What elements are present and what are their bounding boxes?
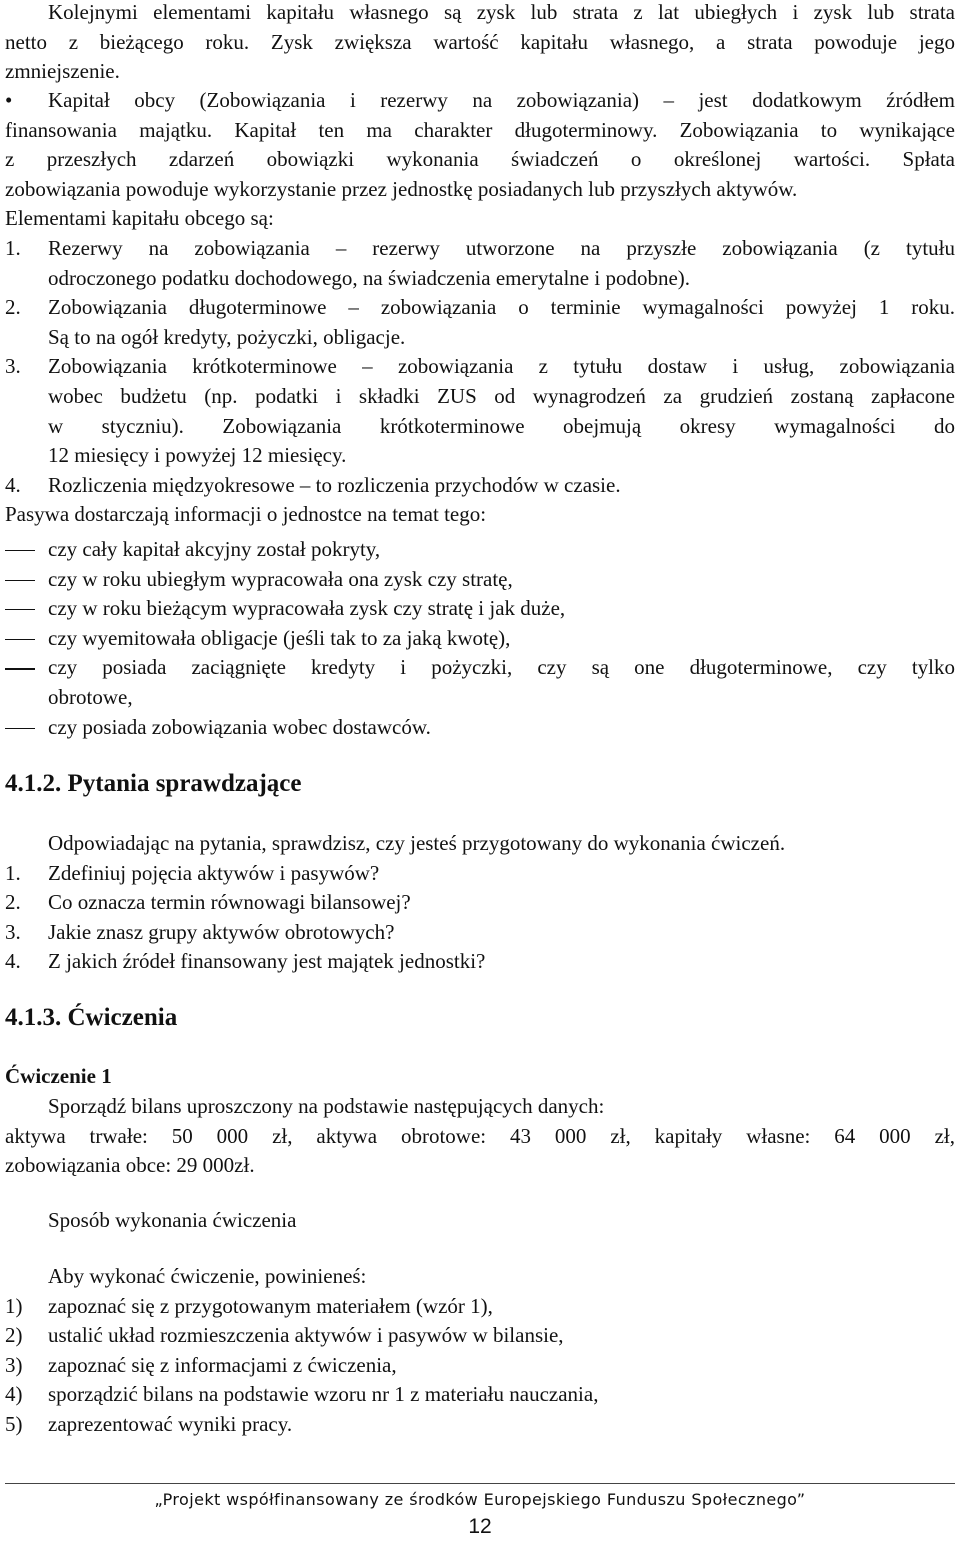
item-text: Rezerwy na zobowiązania – rezerwy utworzone na przyszłe zobowiązania (z tytułu (48, 236, 955, 260)
dash-icon (5, 535, 48, 565)
footer-divider (5, 1483, 955, 1484)
questions-block (5, 829, 955, 977)
exercise-body (5, 1092, 955, 1181)
elements-intro: Elementami kapitału obcego są: (5, 206, 274, 231)
exercise-task: Sporządź bilans uproszczony na podstawie następujących danych: (48, 1094, 605, 1118)
list-item (5, 471, 955, 501)
section-heading-exercises: 4.1.3. Ćwiczenia (5, 1004, 178, 1031)
item-text: Zobowiązania długoterminowe – zobowiązania o terminie wymagalności powyżej 1 roku. (48, 295, 955, 320)
item-text: Rozliczenia międzyokresowe – to rozliczenia przychodów w czasie. (48, 472, 621, 497)
text-line: Kolejnymi elementami kapitału własnego są zysk lub strata z lat ubiegłych i zysk lub strata (48, 0, 955, 24)
section-heading-questions: 4.1.2. Pytania sprawdzające (5, 770, 302, 797)
item-text: 12 miesięcy i powyżej 12 miesięcy. (48, 443, 347, 468)
item-text: wobec budżetu (np. podatki i składki ZUS od wynagrodzeń za grudzień zostaną zapłacone (48, 383, 955, 408)
dash-item: czy w roku bieżącym wypracowała zysk czy stratę i jak duże, (5, 594, 955, 624)
step-item: 5) zaprezentować wyniki pracy. (5, 1411, 293, 1436)
steps-intro: Aby wykonać ćwiczenie, powinieneś: (48, 1264, 367, 1288)
dash-icon (5, 624, 48, 654)
dash-icon (5, 653, 48, 712)
dash-item: czy wyemitowała obligacje (jeśli tak to za jaką kwotę), (5, 624, 955, 654)
exercise-title: Ćwiczenie 1 (5, 1064, 112, 1088)
question-item: 1. Zdefiniuj pojęcia aktywów i pasywów? (5, 860, 380, 885)
step-item: 4) sporządzić bilans na podstawie wzoru nr 1 z materiału nauczania, (5, 1382, 599, 1407)
pasywa-intro: Pasywa dostarczają informacji o jednostce na temat tego: (5, 502, 487, 527)
footer-project-note: „Projekt współfinansowany ze środków Europejskiego Funduszu Społecznego” (154, 1490, 806, 1509)
item-text: Są to na ogół kredyty, pożyczki, obligacje. (48, 324, 406, 349)
text-line: finansowania majątku. Kapitał ten ma charakter długoterminowy. Zobowiązania to wynikające (5, 117, 955, 142)
step-item: 3) zapoznać się z informacjami z ćwiczenia, (5, 1352, 397, 1377)
item-number: 2. (5, 295, 21, 320)
page-number: 12 (468, 1515, 492, 1538)
question-item: 2. Co oznacza termin równowagi bilansowej? (5, 890, 411, 915)
dash-item: czy cały kapitał akcyjny został pokryty, (5, 535, 955, 565)
pasywa-dash-list (5, 535, 955, 742)
dash-icon (5, 594, 48, 624)
steps-block (5, 1262, 955, 1440)
intro-paragraph (5, 0, 955, 87)
item-number: 1. (5, 236, 21, 260)
list-item (5, 234, 955, 293)
method-title: Sposób wykonania ćwiczenia (48, 1208, 297, 1232)
item-text: Zobowiązania krótkoterminowe – zobowiązania z tytułu dostaw i usług, zobowiązania (48, 354, 955, 379)
item-text: odroczonego podatku dochodowego, na świadczenia emerytalne i podobne). (48, 265, 691, 290)
text-line: zobowiązania powoduje wykorzystanie przez jednostkę posiadanych lub przyszłych aktywów. (5, 176, 798, 201)
item-text: w styczniu). Zobowiązania krótkoterminowe obejmują okresy wymagalności do (48, 413, 955, 438)
bullet-icon: • (5, 88, 13, 112)
item-number: 4. (5, 472, 21, 497)
list-item (5, 352, 955, 470)
question-item: 3. Jakie znasz grupy aktywów obrotowych? (5, 919, 395, 944)
exercise-data-line: aktywa trwałe: 50 000 zł, aktywa obrotowe: 43 000 zł, kapitały własne: 64 000 zł, (5, 1123, 955, 1148)
text-line: netto z bieżącego roku. Zysk zwiększa wartość kapitału własnego, a strata powoduje jego (5, 29, 955, 54)
dash-item: czy w roku ubiegłym wypracowała ona zysk czy stratę, (5, 565, 955, 595)
questions-intro: Odpowiadając na pytania, sprawdzisz, czy jesteś przygotowany do wykonania ćwiczeń. (48, 831, 786, 855)
step-item: 2) ustalić układ rozmieszczenia aktywów i pasywów w bilansie, (5, 1323, 564, 1348)
text-line: z przeszłych zdarzeń obowiązki wykonania świadczeń o określonej wartości. Spłata (5, 147, 955, 172)
text-line: Kapitał obcy (Zobowiązania i rezerwy na zobowiązania) – jest dodatkowym źródłem (48, 88, 955, 112)
dash-item: czy posiada zaciągnięte kredyty i pożyczki, czy są one długoterminowe, czy tylko obrotowe, (5, 653, 955, 712)
bullet-paragraph (5, 86, 955, 234)
capital-elements-list (5, 234, 955, 530)
item-number: 3. (5, 354, 21, 379)
step-item: 1) zapoznać się z przygotowanym materiałem (wzór 1), (5, 1293, 493, 1318)
dash-item: czy posiada zobowiązania wobec dostawców. (5, 713, 955, 743)
list-item (5, 293, 955, 352)
text-line: zmniejszenie. (5, 59, 120, 84)
dash-icon (5, 565, 48, 595)
exercise-data-line: zobowiązania obce: 29 000zł. (5, 1153, 255, 1178)
question-item: 4. Z jakich źródeł finansowany jest majątek jednostki? (5, 949, 486, 974)
dash-icon (5, 713, 48, 743)
